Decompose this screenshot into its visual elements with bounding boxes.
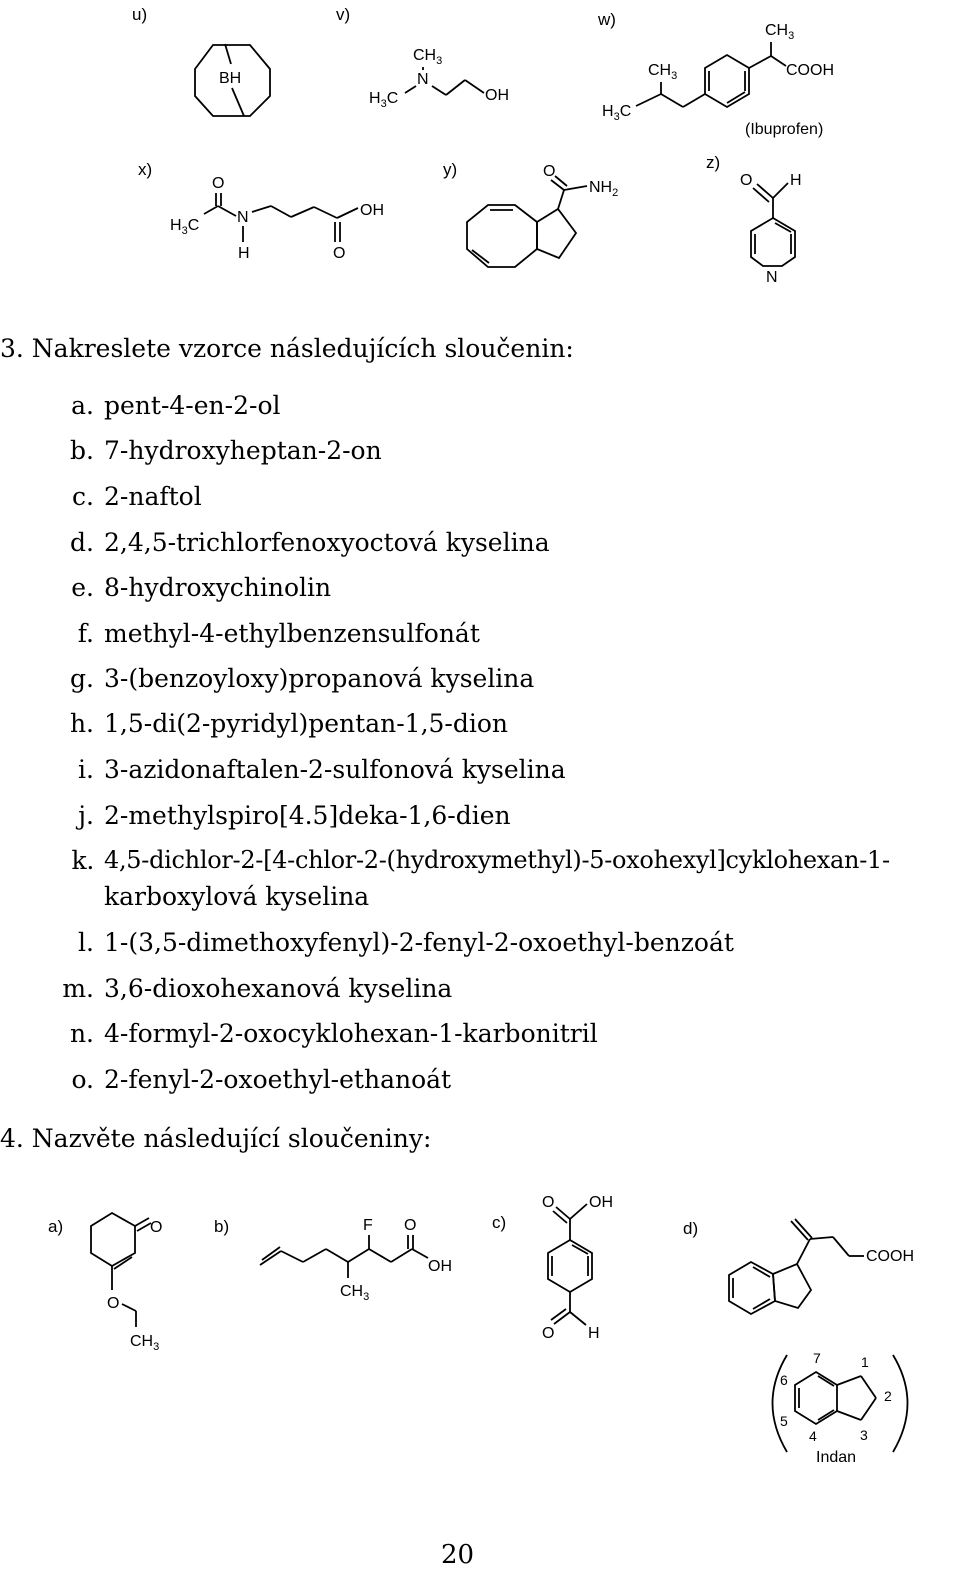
indan-reference (773, 1350, 908, 1466)
structure-w (597, 10, 834, 138)
list-item: n. 4-formyl-2-oxocyklohexan-1-karbonitril (69, 1019, 598, 1048)
structure-4a (48, 1213, 162, 1353)
list-item: l. 1-(3,5-dimethoxyfenyl)-2-fenyl-2-oxoethyl-benzoát (78, 928, 734, 957)
list-item: b. 7-hydroxyheptan-2-on (70, 436, 382, 465)
structure-v (336, 5, 509, 110)
indan-number: 3 (860, 1427, 868, 1443)
structure-4c-label: c) (492, 1213, 507, 1232)
section-3-heading: 3. Nakreslete vzorce následujících sloučenin: (0, 334, 574, 363)
page-number: 20 (441, 1540, 475, 1570)
atom-ch3: $CH_3$ (413, 47, 443, 67)
atom-nh2: $NH_2$ (589, 179, 619, 199)
atom-ch3: $CH_3$ (130, 1333, 160, 1353)
atom-o-bottom: O (542, 1325, 555, 1342)
structure-4b (214, 1217, 452, 1303)
list-item: a. pent-4-en-2-ol (71, 391, 281, 420)
list-item: f. methyl-4-ethylbenzensulfonát (77, 619, 480, 648)
list-item: j. 2-methylspiro[4.5]deka-1,6-dien (78, 801, 511, 830)
indan-number: 2 (884, 1388, 892, 1404)
list-item: i. 3-azidonaftalen-2-sulfonová kyselina (78, 755, 566, 784)
indan-number: 6 (780, 1372, 788, 1388)
atom-o-ketone: O (150, 1219, 163, 1236)
atom-h3c: $H_3C$ (602, 103, 632, 123)
atom-h3c: $H_3C$ (170, 217, 200, 237)
structure-u-label: u) (132, 5, 148, 24)
list-item: c. 2-naftol (72, 482, 202, 511)
atom-h3c: $H_3C$ (369, 90, 399, 110)
list-item: k. 4,5-dichlor-2-[4-chlor-2-(hydroxymethyl)-5-oxohexyl]cyklohexan-1- (71, 846, 890, 875)
ibuprofen-caption: (Ibuprofen) (745, 121, 824, 138)
atom-o: O (404, 1217, 417, 1234)
indan-number: 5 (780, 1413, 788, 1429)
structure-4d-label: d) (683, 1219, 699, 1238)
atom-cooh: COOH (866, 1248, 914, 1265)
atom-h: H (588, 1325, 600, 1342)
atom-o-ether: O (107, 1295, 120, 1312)
atom-h: H (790, 172, 802, 189)
structure-y (443, 160, 618, 267)
indan-caption: Indan (816, 1449, 857, 1466)
atom-o: O (543, 163, 556, 180)
indan-number: 4 (809, 1428, 817, 1444)
structure-x-label: x) (138, 160, 153, 179)
atom-cooh: COOH (786, 62, 834, 79)
structure-z (706, 153, 802, 286)
atom-oh: OH (589, 1194, 613, 1211)
structure-y-label: y) (443, 160, 458, 179)
indan-number: 7 (813, 1350, 821, 1366)
structure-v-label: v) (336, 5, 351, 24)
list-item: h. 1,5-di(2-pyridyl)pentan-1,5-dion (69, 709, 509, 738)
atom-ch3: $CH_3$ (340, 1283, 370, 1303)
list-item-continuation: karboxylová kyselina (104, 882, 370, 911)
atom-o-top: O (212, 175, 225, 192)
structure-4a-label: a) (48, 1217, 64, 1236)
structure-x (138, 160, 384, 262)
atom-oh: OH (428, 1258, 452, 1275)
atom-oh: OH (485, 87, 509, 104)
atom-ch3-top: $CH_3$ (765, 22, 795, 42)
structure-4c (492, 1194, 613, 1342)
atom-oh: OH (360, 202, 384, 219)
atom-n: N (417, 71, 429, 88)
structure-4b-label: b) (214, 1217, 230, 1236)
indan-number: 1 (861, 1354, 869, 1370)
structures-top-figure (0, 0, 960, 300)
atom-n: N (766, 269, 778, 286)
atom-o: O (740, 172, 753, 189)
list-item: m. 3,6-dioxohexanová kyselina (62, 974, 453, 1003)
atom-bh: BH (219, 70, 242, 87)
structure-u (132, 5, 270, 116)
structure-4d (683, 1219, 914, 1314)
atom-f: F (363, 1217, 373, 1234)
atom-ch3-left: $CH_3$ (648, 62, 678, 82)
list-item: d. 2,4,5-trichlorfenoxyoctová kyselina (70, 528, 550, 557)
list-item: e. 8-hydroxychinolin (71, 573, 332, 602)
atom-o-bottom: O (333, 245, 346, 262)
list-item: o. 2-fenyl-2-oxoethyl-ethanoát (71, 1065, 452, 1094)
list-item: g. 3-(benzoyloxy)propanová kyselina (70, 664, 535, 693)
atom-o-top: O (542, 1194, 555, 1211)
atom-n: N (237, 209, 249, 226)
atom-h: H (238, 245, 250, 262)
section-4-heading: 4. Nazvěte následující sloučeniny: (0, 1124, 432, 1153)
structure-w-label: w) (598, 10, 616, 29)
structure-z-label: z) (706, 153, 721, 172)
